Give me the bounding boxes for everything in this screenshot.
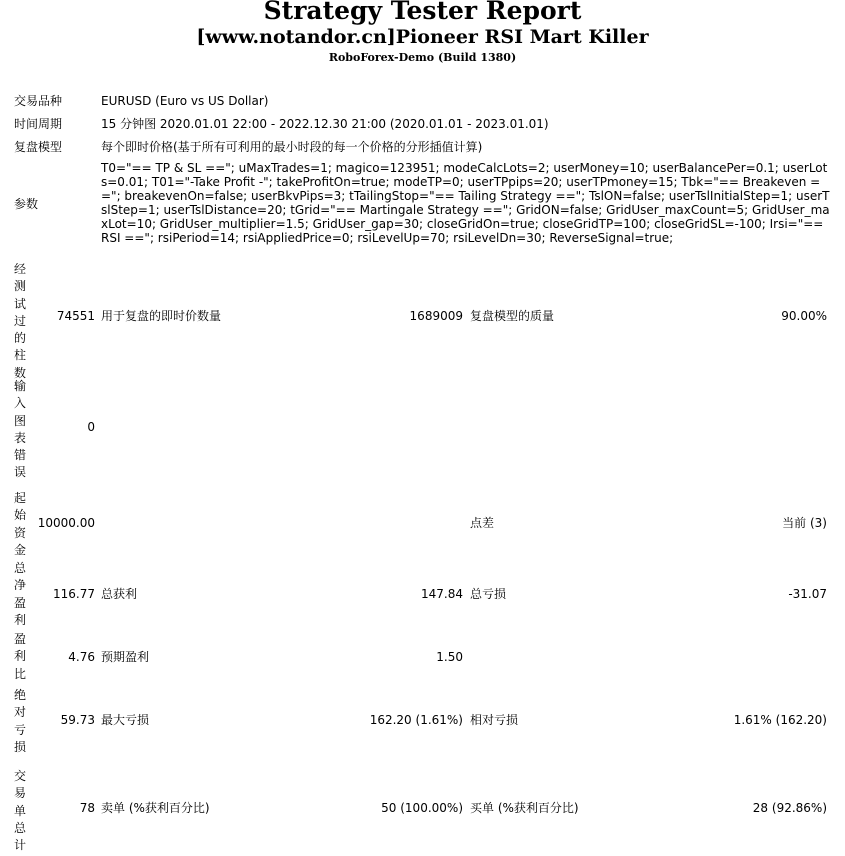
spread-label: 点差 bbox=[470, 516, 495, 530]
gross-profit-label: 总获利 bbox=[101, 587, 138, 601]
ticks-label: 用于复盘的即时价数量 bbox=[101, 309, 222, 323]
errors-label: 输入图表错误 bbox=[14, 379, 27, 480]
period-value: 15 分钟图 2020.01.01 22:00 - 2022.12.30 21:00 (2020.01.01 - 2023.01.01) bbox=[101, 117, 549, 131]
model-label: 复盘模型 bbox=[14, 140, 63, 154]
payoff-value: 1.50 bbox=[436, 650, 463, 664]
long-positions-value: 28 (92.86%) bbox=[752, 801, 827, 815]
params-value: T0="== TP & SL =="; uMaxTrades=1; magico=123951; modeCalcLots=2; userMoney=10; userBalancePer=0.1; userLots=0.01; T01="-Take Profit -"; takeProfitOn=true; modeTP=0; userTPpips=20; userTPmoney=15; Tbk="== Breakeven =="; breakevenOn=false; userBkvPips=3; tTailingStop="== Tailing Strategy =="; TslON=false; userTslInitialStep=1; userTslStep=1; userTslDistance=20; tGrid="== Martingale Strategy =="; GridON=false; GridUser_maxCount=5; GridUser_maxLot=10; GridUser_multiplier=1.5; GridUser_gap=30; closeGridOn=true; closeGridTP=100; closeGridSL=-100; Irsi="== RSI =="; rsiPeriod=14; rsiAppliedPrice=0; rsiLevelUp=70; rsiLevelDn=30; ReverseSignal=true; bbox=[101, 161, 830, 245]
abs-drawdown-value: 59.73 bbox=[60, 713, 95, 727]
deposit-value: 10000.00 bbox=[37, 516, 95, 530]
params-label: 参数 bbox=[14, 197, 39, 211]
symbol-value: EURUSD (Euro vs US Dollar) bbox=[101, 94, 269, 108]
errors-value: 0 bbox=[87, 420, 95, 434]
long-positions-label: 买单 (%获利百分比) bbox=[470, 801, 579, 815]
profit-factor-label: 盈利比 bbox=[14, 632, 27, 681]
model-value: 每个即时价格(基于所有可利用的最小时段的每一个价格的分形插值计算) bbox=[101, 140, 483, 154]
report-title: Strategy Tester Report bbox=[263, 0, 582, 25]
bars-value: 74551 bbox=[56, 309, 95, 323]
gross-loss-value: -31.07 bbox=[788, 587, 827, 601]
net-profit-value: 116.77 bbox=[53, 587, 95, 601]
short-positions-label: 卖单 (%获利百分比) bbox=[101, 801, 210, 815]
net-profit-label: 总净盈利 bbox=[14, 561, 27, 627]
rel-drawdown-value: 1.61% (162.20) bbox=[733, 713, 827, 727]
short-positions-value: 50 (100.00%) bbox=[381, 801, 463, 815]
max-drawdown-label: 最大亏损 bbox=[101, 713, 150, 727]
quality-label: 复盘模型的质量 bbox=[470, 309, 555, 323]
quality-value: 90.00% bbox=[781, 309, 827, 323]
symbol-label: 交易品种 bbox=[14, 94, 63, 108]
gross-profit-value: 147.84 bbox=[421, 587, 463, 601]
abs-drawdown-label: 绝对亏损 bbox=[14, 688, 27, 754]
ticks-value: 1689009 bbox=[409, 309, 463, 323]
profit-factor-value: 4.76 bbox=[68, 650, 95, 664]
total-trades-label: 交易单总计 bbox=[14, 769, 27, 853]
gross-loss-label: 总亏损 bbox=[470, 587, 507, 601]
bars-label: 经测试过的柱数 bbox=[14, 262, 27, 380]
period-label: 时间周期 bbox=[14, 117, 63, 131]
max-drawdown-value: 162.20 (1.61%) bbox=[369, 713, 463, 727]
payoff-label: 预期盈利 bbox=[101, 650, 150, 664]
ea-name: [www.notandor.cn]Pioneer RSI Mart Killer bbox=[196, 26, 649, 48]
spread-value: 当前 (3) bbox=[782, 516, 827, 530]
rel-drawdown-label: 相对亏损 bbox=[470, 713, 519, 727]
deposit-label: 起始资金 bbox=[14, 491, 27, 557]
total-trades-value: 78 bbox=[79, 801, 95, 815]
server-build: RoboForex-Demo (Build 1380) bbox=[328, 51, 517, 64]
